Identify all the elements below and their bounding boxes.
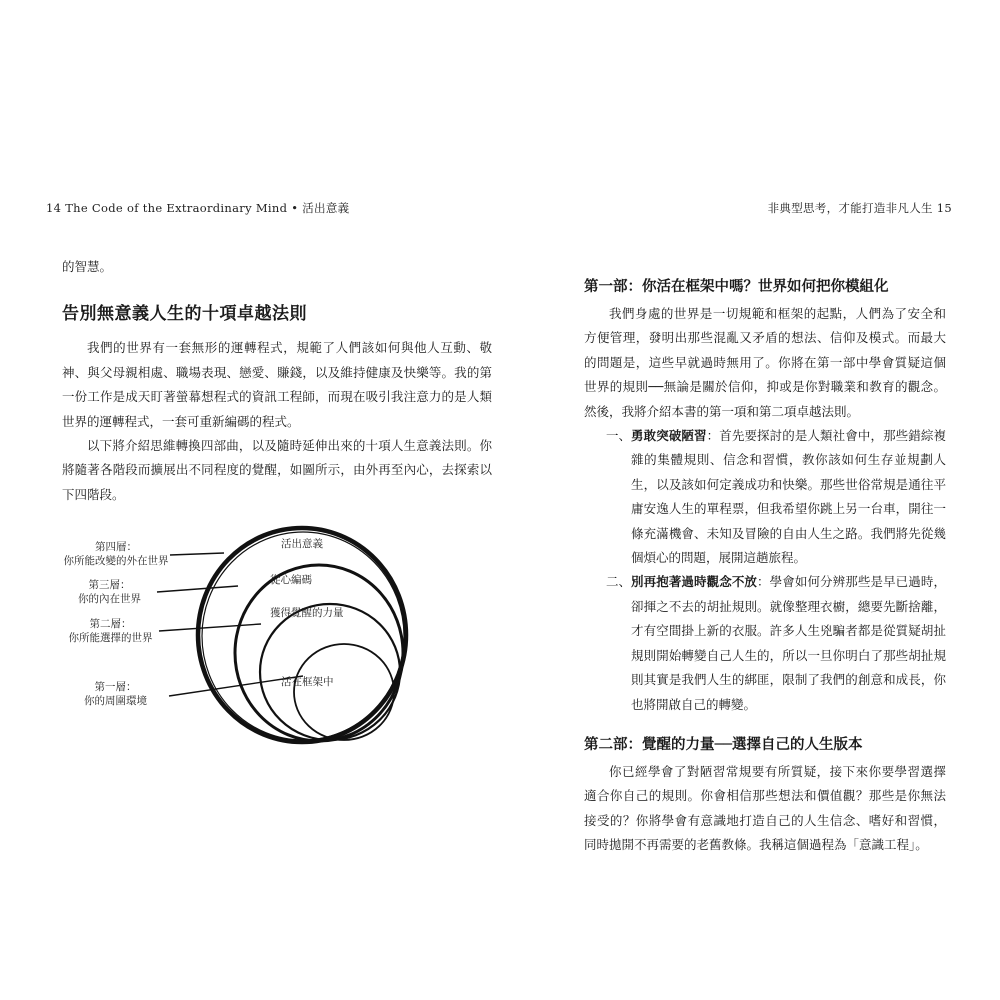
list-item-body (631, 570, 946, 716)
list-item-number: 一、 (606, 428, 632, 444)
part-2-paragraph: 你已經學會了對陋習常規要有所質疑，接下來你要學習選擇適合你自己的規則。你會相信那些想法和價值觀？那些是你無法接受的？你將學會有意識地打造自己的人生信念、嗜好和習慣，同時拋開不再需要的老舊教條。我稱這個過程為「意識工程」。 (584, 763, 946, 853)
connector-level-4 (170, 553, 224, 555)
list-item-number: 二、 (606, 574, 632, 590)
list-item-text: ：首先要探討的是人類社會中，那些錯綜複雜的集體規則、信念和習慣，教你該如何生存並規劃人生，以及該如何定義成功和快樂。那些世俗常規是通往平庸安逸人生的單程票，但我希望你跳上另一台車，開往一條充滿機會、未知及冒險的自由人生之路。我們將先從幾個煩心的問題，展開這趟旅程。 (631, 428, 946, 566)
left-paragraph-2: 以下將介紹思維轉換四部曲，以及隨時延伸出來的十項人生意義法則。你將隨著各階段而擴展出不同程度的覺醒，如圖所示，由外再至內心，去探索以下四階段。 (62, 438, 492, 502)
list-item-title: 別再抱著過時觀念不放 (631, 574, 758, 590)
awareness-levels-diagram (62, 520, 482, 770)
list-item-text: ：學會如何分辨那些是早已過時，卻揮之不去的胡扯規則。就像整理衣櫥，總要先斷捨離，才有空間掛上新的衣服。許多人生兇騙者都是從質疑胡扯規則開始轉變自己人生的，所以一旦你明白了那些胡扯規則其實是我們人生的綁匪，限制了我們的創意和成長，你也將開啟自己的轉變。 (631, 574, 946, 712)
list-item-body (631, 424, 946, 570)
ring-label-third: 從心編碼 (270, 574, 312, 586)
ring-label-second: 獲得覺醒的力量 (270, 607, 344, 619)
left-page (62, 255, 492, 507)
opening-text: 的智慧。 (62, 259, 113, 274)
connector-level-2 (159, 624, 261, 631)
running-header-left: 14 The Code of the Extraordinary Mind • 活出意義 (46, 201, 350, 215)
level-3-label: 第三層： 你的內在世界 (78, 579, 141, 605)
ring-second (260, 604, 400, 740)
ring-third (235, 565, 403, 741)
list-item (584, 424, 946, 570)
ring-label-inner: 活在框架中 (281, 676, 334, 688)
right-page (584, 275, 946, 858)
ring-inner (294, 644, 394, 740)
section-title: 告別無意義人生的十項卓越法則 (62, 304, 307, 325)
running-header-right: 非典型思考，才能打造非凡人生 15 (767, 201, 952, 215)
list-item (584, 570, 946, 716)
ring-label-outer: 活出意義 (281, 538, 323, 550)
part-1-title: 第一部：你活在框架中嗎？世界如何把你模組化 (584, 279, 889, 295)
connector-level-3 (157, 586, 238, 592)
level-1-label: 第一層： 你的周圍環境 (84, 681, 147, 707)
part-2-title: 第二部：覺醒的力量──選擇自己的人生版本 (584, 736, 863, 753)
part-1-paragraph: 我們身處的世界是一切規範和框架的起點，人們為了安全和方便管理，發明出那些混亂又矛盾的想法、信仰及模式。而最大的問題是，這些早就過時無用了。你將在第一部中學會質疑這個世界的規則──無論是關於信仰，抑或是你對職業和教育的觀念。然後，我將介紹本書的第一項和第二項卓越法則。 (584, 306, 946, 419)
level-2-label: 第二層： 你所能選擇的世界 (68, 618, 153, 644)
left-paragraph-1: 我們的世界有一套無形的運轉程式，規範了人們該如何與他人互動、敬神、與父母親相處、職場表現、戀愛、賺錢，以及維持健康及快樂等。我的第一份工作是成天盯著螢幕想程式的資訊工程師，而現在吸引我注意力的是人類世界的運轉程式，一套可重新編碼的程式。 (62, 340, 492, 429)
list-item-title: 勇敢突破陋習 (631, 428, 707, 444)
level-4-label: 第四層： 你所能改變的外在世界 (63, 541, 169, 567)
